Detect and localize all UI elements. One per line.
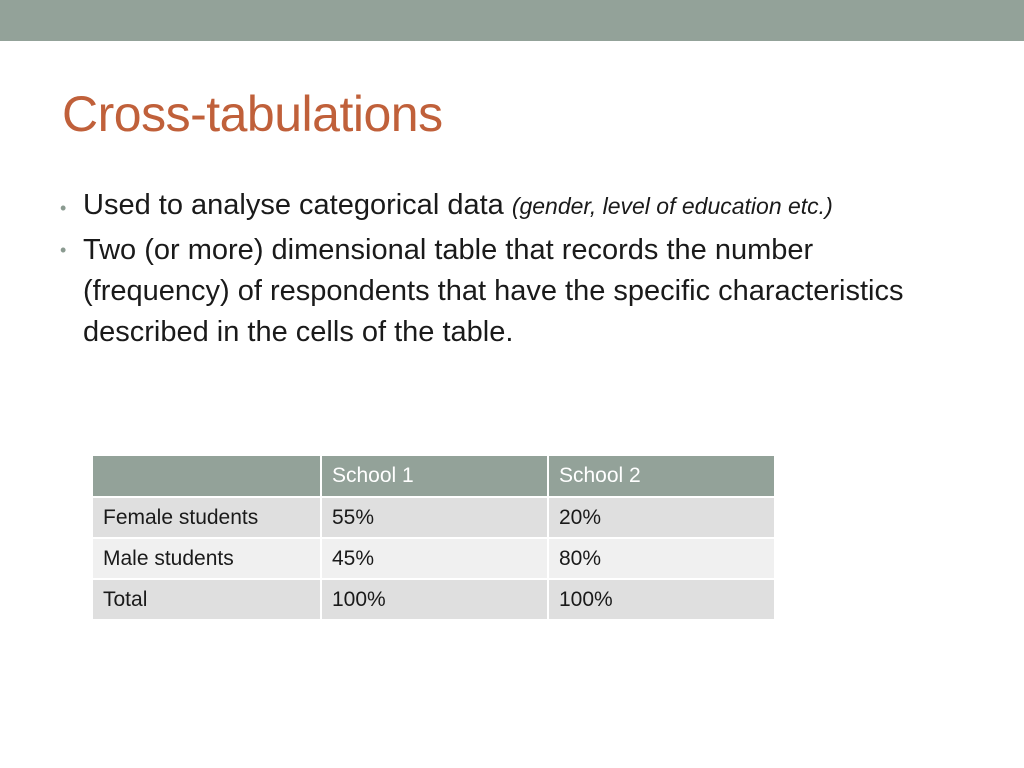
table-row: [93, 579, 775, 620]
slide-title: Cross-tabulations: [62, 86, 443, 142]
bullet-dot-icon: •: [60, 198, 67, 218]
table-cell: Male students: [93, 538, 321, 579]
table-cell: 100%: [548, 579, 775, 620]
bullet-text: Two (or more) dimensional table that records the number (frequency) of respondents that have the specific characteristics described in the cells of the table.: [83, 234, 904, 348]
bullet-note: (gender, level of education etc.): [511, 193, 833, 219]
table-cell: 80%: [548, 538, 775, 579]
table-header-cell: School 2: [548, 456, 775, 497]
table-cell: Female students: [93, 497, 321, 538]
table-header-row: [93, 456, 775, 497]
bullet-dot-icon: •: [60, 240, 67, 260]
table-cell: Total: [93, 579, 321, 620]
table-header-cell: School 1: [321, 456, 548, 497]
top-accent-bar: [0, 0, 1024, 41]
bullet-list: [60, 188, 960, 359]
table-cell: 100%: [321, 579, 548, 620]
table-cell: 45%: [321, 538, 548, 579]
table-header-cell: [93, 456, 321, 497]
bullet-item: [60, 230, 960, 353]
table-row: [93, 497, 775, 538]
bullet-text: Used to analyse categorical data: [83, 189, 512, 221]
bullet-item: [60, 188, 960, 224]
cross-tab-table: [93, 456, 776, 621]
table-row: [93, 538, 775, 579]
table-cell: 55%: [321, 497, 548, 538]
table-cell: 20%: [548, 497, 775, 538]
